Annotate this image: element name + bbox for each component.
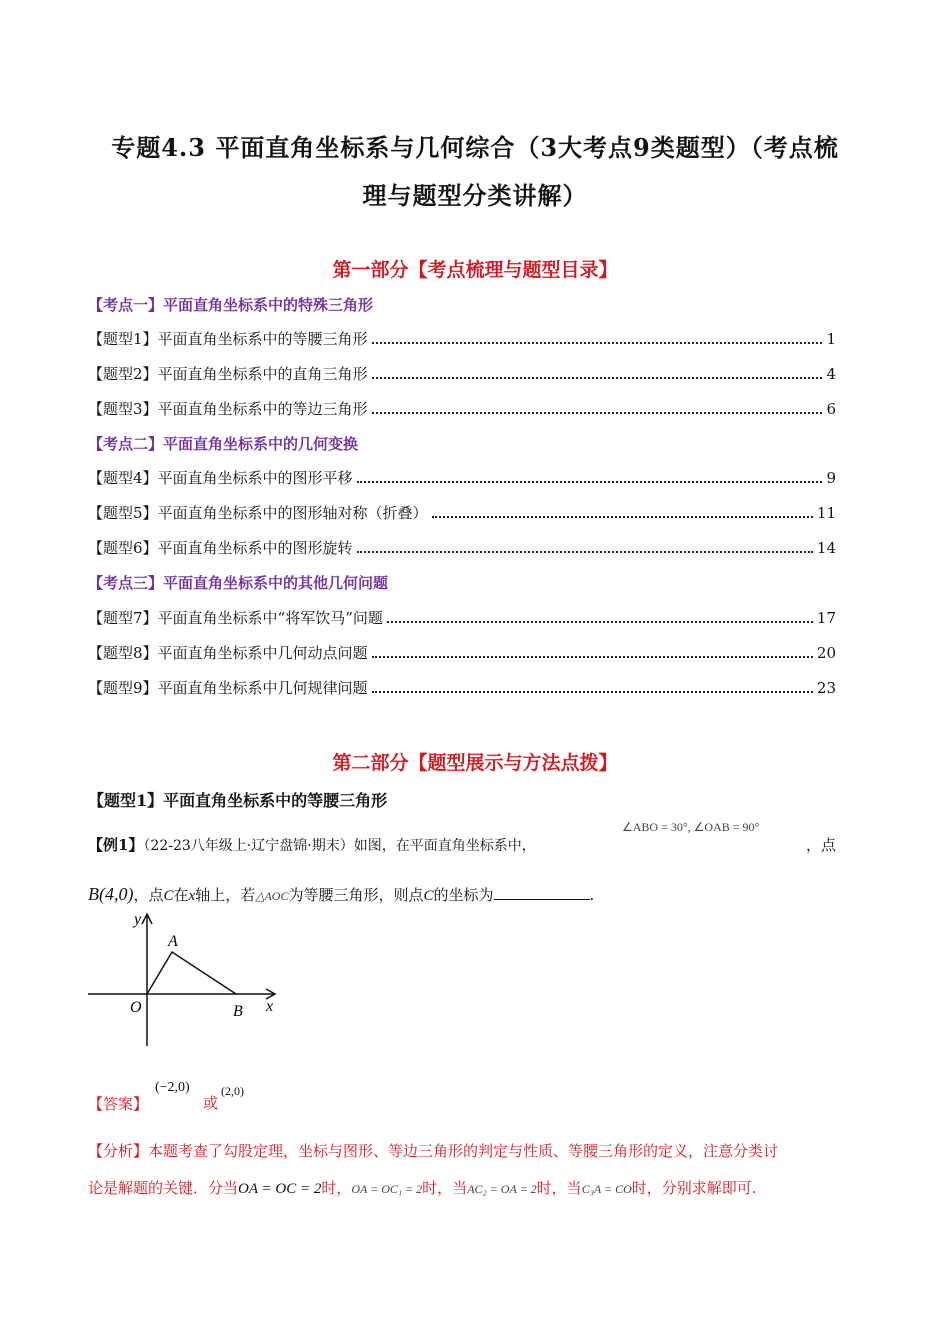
example-line2: B(4,0)，点C在x轴上，若△AOC为等腰三角形，则点C的坐标为 . [88, 884, 595, 904]
kaodian-2: 【考点二】平面直角坐标系中的几何变换 [88, 435, 359, 453]
label-x: x [266, 998, 274, 1015]
analysis-line1: 【分析】本题考查了勾股定理，坐标与图形、等边三角形的判定与性质、等腰三角形的定义，注意分类讨 [88, 1142, 779, 1160]
toc-item-2[interactable]: 【题型2】平面直角坐标系中的直角三角形 4 [88, 365, 836, 383]
kaodian-3: 【考点三】平面直角坐标系中的其他几何问题 [88, 574, 389, 592]
answer-tag: 【答案】 [88, 1095, 149, 1113]
answer-blank[interactable] [494, 885, 590, 900]
triangle-aoc: △AOC [255, 889, 289, 903]
toc-item-8[interactable]: 【题型8】平面直角坐标系中几何动点问题 20 [88, 644, 836, 662]
part2-heading: 第二部分【题型展示与方法点拨】 [332, 752, 618, 774]
point-b: B(4,0) [88, 884, 134, 904]
toc-item-4[interactable]: 【题型4】平面直角坐标系中的图形平移 9 [88, 469, 836, 487]
answer-or: 或 [203, 1094, 219, 1112]
answer-value-1: (−2,0) [155, 1080, 190, 1095]
kaodian-1: 【考点一】平面直角坐标系中的特殊三角形 [88, 296, 374, 314]
toc-item-5[interactable]: 【题型5】平面直角坐标系中的图形轴对称（折叠） 11 [88, 504, 836, 522]
example-source: （22-23八年级上·辽宁盘锦·期末）如图，在平面直角坐标系中， [143, 838, 536, 854]
example-line1 [88, 834, 536, 855]
page-title-line1: 专题4.3 平面直角坐标系与几何综合（3大考点9类题型）（考点梳 [111, 133, 839, 162]
analysis-tag: 【分析】 [88, 1142, 149, 1160]
part1-heading: 第一部分【考点梳理与题型目录】 [332, 259, 618, 281]
toc-item-1[interactable]: 【题型1】平面直角坐标系中的等腰三角形 1 [88, 330, 836, 348]
label-a: A [168, 933, 178, 950]
type1-heading: 【题型1】平面直角坐标系中的等腰三角形 [88, 791, 388, 810]
label-o: O [130, 999, 142, 1016]
toc-item-6[interactable]: 【题型6】平面直角坐标系中的图形旋转 14 [88, 539, 836, 557]
toc-item-9[interactable]: 【题型9】平面直角坐标系中几何规律问题 23 [88, 679, 836, 697]
example-comma: ，点 [806, 836, 837, 854]
coordinate-figure [86, 910, 286, 1050]
toc-item-7[interactable]: 【题型7】平面直角坐标系中“将军饮马”问题 17 [88, 609, 836, 627]
example-tag: 【例1】 [88, 836, 144, 854]
label-y: y [134, 911, 142, 928]
analysis-line2: 论是解题的关键．分当OA = OC = 2时，OA = OC₁ = 2时，当AC₂ = OA = 2时，当C₃A = CO时，分别求解即可. [88, 1179, 757, 1197]
triangle-oab [147, 952, 236, 994]
toc-item-3[interactable]: 【题型3】平面直角坐标系中的等边三角形 6 [88, 400, 836, 418]
answer-value-2: (2,0) [221, 1084, 244, 1098]
label-b: B [233, 1003, 243, 1020]
example-angles: ∠ABO = 30°, ∠OAB = 90° [622, 820, 760, 834]
page-title-line2: 理与题型分类讲解） [362, 181, 588, 210]
